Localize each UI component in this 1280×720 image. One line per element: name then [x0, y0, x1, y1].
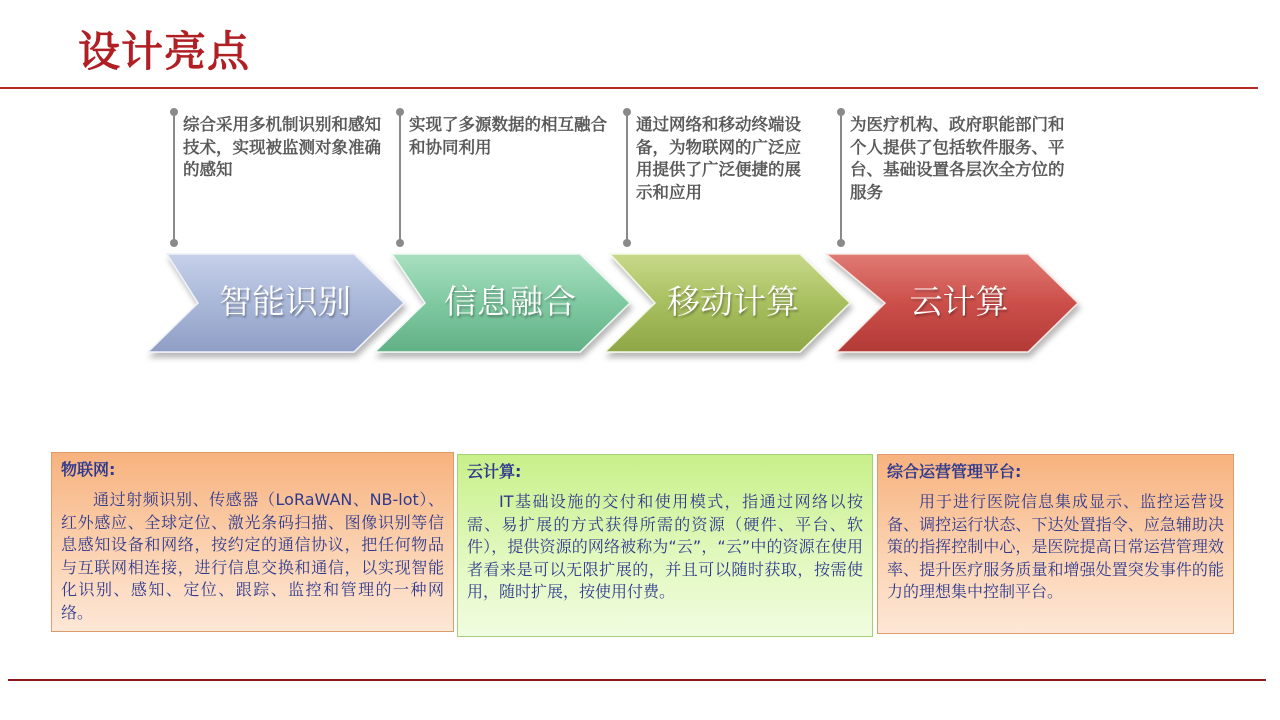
process-chevrons — [0, 240, 1280, 370]
title-divider — [0, 87, 1258, 89]
definition-box-cloud — [457, 454, 873, 637]
callout-text: 通过网络和移动终端设备，为物联网的广泛应用提供了广泛便捷的展示和应用 — [636, 115, 801, 202]
box-heading: 云计算: — [467, 462, 522, 481]
callout-text: 为医疗机构、政府职能部门和个人提供了包括软件服务、平台、基础设置各层次全方位的服务 — [850, 115, 1065, 202]
callout-line — [626, 113, 628, 243]
box-heading: 综合运营管理平台: — [887, 462, 1022, 481]
box-heading: 物联网: — [61, 460, 116, 479]
callout-dot-top — [396, 108, 404, 116]
box-body: 用于进行医院信息集成显示、监控运营设备、调控运行状态、下达处置指令、应急辅助决策的指挥控制中心，是医院提高日常运营管理效率、提升医疗服务质量和增强处置突发事件的能力的理想集中控制平台。 — [887, 492, 1224, 601]
box-body: IT基础设施的交付和使用模式，指通过网络以按需、易扩展的方式获得所需的资源（硬件、平台、软件），提供资源的网络被称为“云”，“云”中的资源在使用者看来是可以无限扩展的，并且可以随时获取，按需使用，随时扩展，按使用付费。 — [467, 492, 863, 601]
step-label-4: 云计算 — [909, 282, 1009, 321]
callout-line — [173, 113, 175, 243]
definition-box-iot — [51, 452, 454, 632]
callout-dot-top — [170, 108, 178, 116]
box-body: 通过射频识别、传感器（LoRaWAN、NB-lot）、红外感应、全球定位、激光条码扫描、图像识别等信息感知设备和网络，按约定的通信协议，把任何物品与互联网相连接，进行信息交换和通信，以实现智能化识别、感知、定位、跟踪、监控和管理的一种网络。 — [61, 490, 444, 622]
definition-box-platform — [877, 454, 1234, 634]
callout-text: 实现了多源数据的相互融合和协同利用 — [409, 115, 607, 157]
callout-dot-top — [837, 108, 845, 116]
callout-line — [399, 113, 401, 243]
callout-text: 综合采用多机制识别和感知技术，实现被监测对象准确的感知 — [183, 115, 381, 179]
step-label-1: 智能识别 — [219, 282, 351, 321]
callout-dot-top — [623, 108, 631, 116]
slide-title: 设计亮点 — [78, 27, 251, 76]
callout-line — [840, 113, 842, 243]
step-label-3: 移动计算 — [667, 282, 799, 321]
footer-divider — [8, 679, 1266, 681]
step-label-2: 信息融合 — [444, 282, 576, 321]
